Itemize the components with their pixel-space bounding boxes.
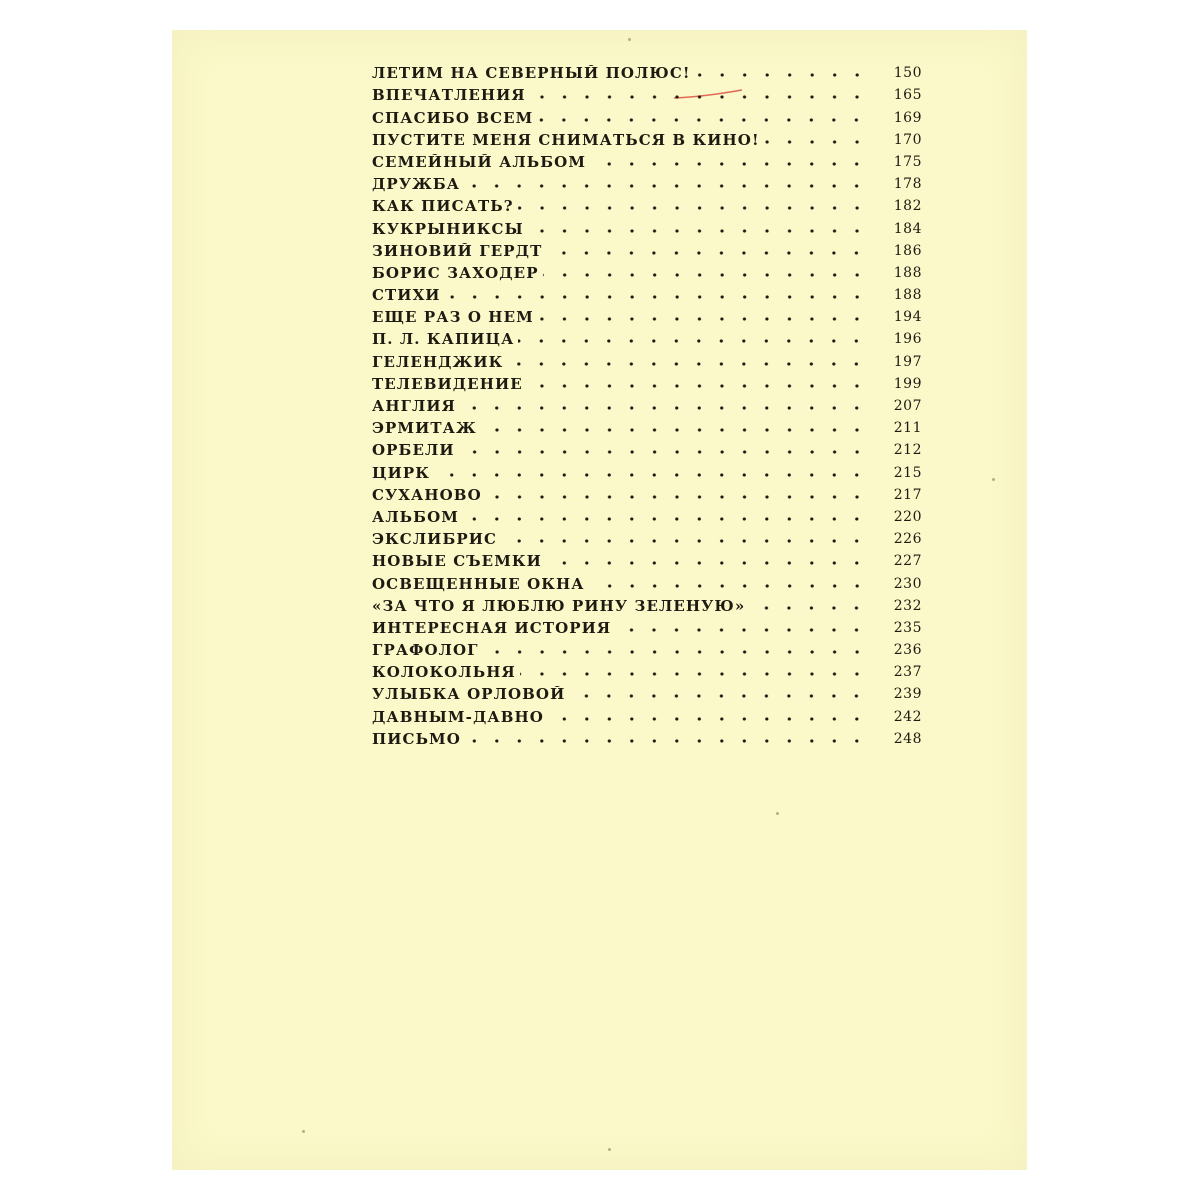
dot-leader — [589, 582, 868, 590]
dot-leader — [459, 448, 868, 456]
dot-leader — [486, 493, 868, 501]
dot-leader — [528, 227, 868, 235]
dot-leader — [546, 559, 868, 567]
toc-entry-page-number: 182 — [868, 198, 922, 215]
toc-entry — [372, 637, 922, 659]
toc-entry-page-number: 184 — [868, 221, 922, 238]
dot-leader — [483, 648, 868, 656]
toc-entry — [372, 371, 922, 393]
toc-entry — [372, 548, 922, 570]
dot-leader — [445, 293, 868, 301]
dot-leader — [538, 315, 868, 323]
toc-entry-page-number: 237 — [868, 664, 922, 681]
toc-entry-page-number: 212 — [868, 442, 922, 459]
toc-entry — [372, 215, 922, 237]
dot-leader — [481, 426, 868, 434]
toc-entry — [372, 282, 922, 304]
toc-entry-title: ЭКСЛИБРИС — [372, 531, 501, 548]
toc-entry — [372, 304, 922, 326]
dot-leader — [543, 271, 868, 279]
toc-entry-title: НОВЫЕ СЪЕМКИ — [372, 553, 546, 570]
dot-leader — [530, 93, 868, 101]
toc-entry-page-number: 217 — [868, 487, 922, 504]
toc-entry-page-number: 186 — [868, 243, 922, 260]
toc-entry — [372, 681, 922, 703]
toc-entry-title: ГЕЛЕНДЖИК — [372, 354, 507, 371]
toc-entry-page-number: 188 — [868, 287, 922, 304]
dot-leader — [507, 360, 868, 368]
paper-speck — [776, 812, 779, 815]
toc-entry-title: СТИХИ — [372, 287, 445, 304]
toc-entry-page-number: 165 — [868, 87, 922, 104]
toc-entry-page-number: 175 — [868, 154, 922, 171]
toc-entry-title: АЛЬБОМ — [372, 509, 463, 526]
toc-entry — [372, 193, 922, 215]
toc-entry — [372, 171, 922, 193]
toc-entry-page-number: 178 — [868, 176, 922, 193]
toc-entry-page-number: 199 — [868, 376, 922, 393]
toc-entry-title: ОСВЕЩЕННЫЕ ОКНА — [372, 576, 589, 593]
dot-leader — [518, 337, 868, 345]
toc-entry-title: СЕМЕЙНЫЙ АЛЬБОМ — [372, 154, 590, 171]
toc-entry-page-number: 170 — [868, 132, 922, 149]
toc-entry-page-number: 188 — [868, 265, 922, 282]
toc-entry — [372, 459, 922, 481]
paper-speck — [628, 38, 631, 41]
dot-leader — [527, 382, 868, 390]
toc-entry-page-number: 236 — [868, 642, 922, 659]
toc-entry-page-number: 227 — [868, 553, 922, 570]
dot-leader — [460, 404, 868, 412]
toc-entry-title: ВПЕЧАТЛЕНИЯ — [372, 87, 530, 104]
toc-entry-title: АНГЛИЯ — [372, 398, 460, 415]
toc-entry-title: ЦИРК — [372, 465, 434, 482]
toc-entry — [372, 393, 922, 415]
dot-leader — [463, 515, 868, 523]
paper-speck — [302, 1130, 305, 1133]
toc-entry — [372, 415, 922, 437]
toc-entry-page-number: 248 — [868, 731, 922, 748]
toc-entry — [372, 82, 922, 104]
dot-leader — [764, 138, 868, 146]
toc-entry-title: «ЗА ЧТО Я ЛЮБЛЮ РИНУ ЗЕЛЕНУЮ» — [372, 598, 749, 615]
toc-entry-page-number: 226 — [868, 531, 922, 548]
toc-entry-page-number: 230 — [868, 576, 922, 593]
toc-entry — [372, 60, 922, 82]
toc-entry — [372, 238, 922, 260]
toc-entry — [372, 149, 922, 171]
toc-entry-title: КАК ПИСАТЬ? — [372, 198, 518, 215]
dot-leader — [749, 604, 868, 612]
toc-entry-page-number: 239 — [868, 686, 922, 703]
toc-entry-page-number: 220 — [868, 509, 922, 526]
toc-entry-title: ЕЩЕ РАЗ О НЕМ — [372, 309, 538, 326]
toc-entry — [372, 437, 922, 459]
toc-entry-title: ЭРМИТАЖ — [372, 420, 481, 437]
dot-leader — [465, 737, 868, 745]
toc-entry-title: СПАСИБО ВСЕМ — [372, 110, 537, 127]
toc-entry — [372, 593, 922, 615]
toc-entry — [372, 526, 922, 548]
toc-entry-title: ОРБЕЛИ — [372, 442, 459, 459]
toc-entry — [372, 260, 922, 282]
dot-leader — [537, 116, 868, 124]
toc-entry-title: ДРУЖБА — [372, 176, 464, 193]
dot-leader — [520, 670, 868, 678]
paper-speck — [608, 1148, 611, 1151]
toc-entry-page-number: 150 — [868, 65, 922, 82]
toc-entry-page-number: 194 — [868, 309, 922, 326]
toc-entry-title: ИНТЕРЕСНАЯ ИСТОРИЯ — [372, 620, 615, 637]
toc-entry — [372, 615, 922, 637]
table-of-contents — [372, 60, 922, 748]
dot-leader — [501, 537, 868, 545]
toc-entry — [372, 348, 922, 370]
toc-entry-page-number: 235 — [868, 620, 922, 637]
dot-leader — [590, 160, 868, 168]
dot-leader — [548, 715, 868, 723]
toc-entry-page-number: 197 — [868, 354, 922, 371]
toc-entry-title: ПИСЬМО — [372, 731, 465, 748]
toc-entry — [372, 703, 922, 725]
toc-entry — [372, 659, 922, 681]
toc-entry-page-number: 169 — [868, 110, 922, 127]
toc-entry-title: ГРАФОЛОГ — [372, 642, 483, 659]
toc-entry-title: СУХАНОВО — [372, 487, 486, 504]
toc-entry-page-number: 211 — [868, 420, 922, 437]
toc-entry-page-number: 207 — [868, 398, 922, 415]
toc-entry — [372, 504, 922, 526]
toc-entry-page-number: 242 — [868, 709, 922, 726]
dot-leader — [569, 692, 868, 700]
toc-entry-title: ДАВНЫМ-ДАВНО — [372, 709, 548, 726]
toc-entry-page-number: 215 — [868, 465, 922, 482]
dot-leader — [546, 249, 868, 257]
toc-entry — [372, 570, 922, 592]
toc-entry — [372, 482, 922, 504]
toc-entry-title: ЗИНОВИЙ ГЕРДТ — [372, 243, 546, 260]
paper-speck — [992, 478, 995, 481]
dot-leader — [518, 204, 868, 212]
dot-leader — [434, 471, 868, 479]
dot-leader — [695, 71, 868, 79]
toc-entry-title: УЛЫБКА ОРЛОВОЙ — [372, 686, 569, 703]
toc-entry-title: КУКРЫНИКСЫ — [372, 221, 528, 238]
toc-entry — [372, 326, 922, 348]
toc-entry-title: П. Л. КАПИЦА — [372, 331, 518, 348]
toc-entry-page-number: 232 — [868, 598, 922, 615]
dot-leader — [464, 182, 868, 190]
toc-entry — [372, 127, 922, 149]
toc-entry-title: ПУСТИТЕ МЕНЯ СНИМАТЬСЯ В КИНО! — [372, 132, 764, 149]
toc-entry-page-number: 196 — [868, 331, 922, 348]
toc-entry-title: КОЛОКОЛЬНЯ — [372, 664, 520, 681]
toc-entry — [372, 726, 922, 748]
toc-entry-title: ЛЕТИМ НА СЕВЕРНЫЙ ПОЛЮС! — [372, 65, 695, 82]
toc-entry-title: ТЕЛЕВИДЕНИЕ — [372, 376, 527, 393]
dot-leader — [615, 626, 868, 634]
toc-entry-title: БОРИС ЗАХОДЕР — [372, 265, 543, 282]
toc-entry — [372, 104, 922, 126]
